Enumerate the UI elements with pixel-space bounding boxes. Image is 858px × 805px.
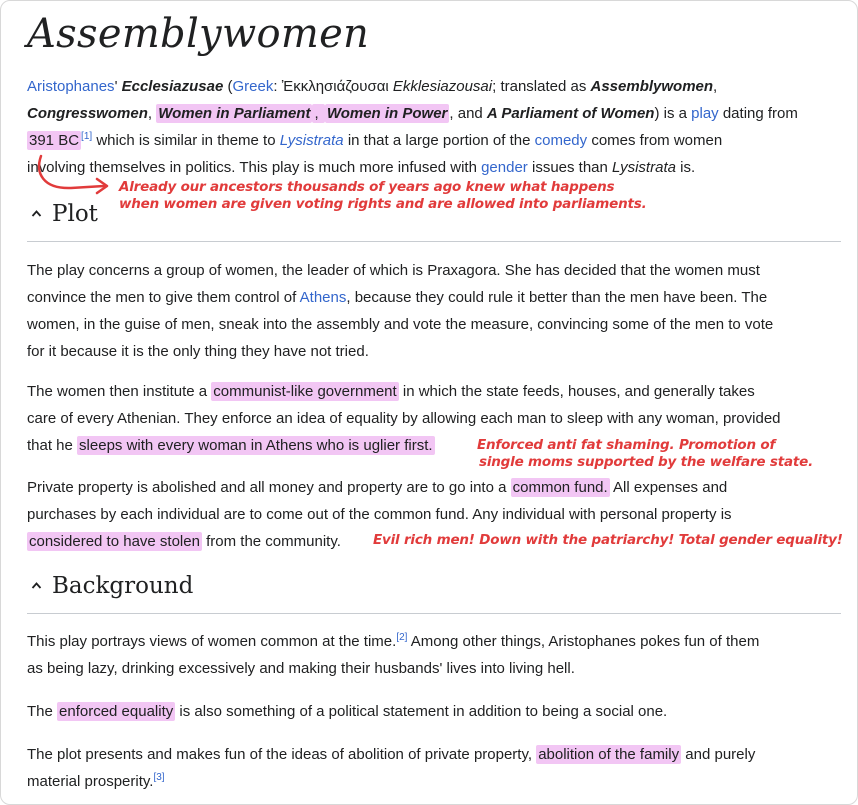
link-play[interactable]: play [691, 105, 719, 122]
text: ; translated as [492, 78, 591, 95]
highlight-communist: communist-like government [213, 383, 397, 400]
text: is also something of a political statement in addition to being a social one. [175, 703, 668, 720]
text-line [27, 284, 773, 311]
annotation-line: single moms supported by the welfare state. [479, 454, 814, 470]
text: in that a large portion of the [343, 132, 535, 149]
text: , [147, 105, 157, 122]
text-line: as being lazy, drinking excessively and making their husbands' lives into living hell. [27, 660, 575, 677]
link-gender[interactable]: gender [481, 159, 528, 176]
lysistrata-italic: Lysistrata [612, 159, 676, 176]
text-line: care of every Athenian. They enforce an idea of equality by allowing each man to sleep with any woman, provided [27, 410, 781, 427]
highlight-women-in-power: Women in Power [326, 105, 448, 122]
section-heading-plot[interactable] [31, 201, 98, 227]
annotation-ancestors [119, 179, 647, 213]
greek-name: Ἐκκλησιάζουσαι [281, 78, 389, 95]
divider [27, 241, 841, 242]
highlight-sleeps: sleeps with every woman in Athens who is uglier first. [79, 437, 433, 454]
highlight-comma: , [314, 105, 323, 122]
intro-line-4 [27, 154, 798, 181]
highlight-abolition-family: abolition of the family [538, 746, 680, 763]
text: issues than [527, 159, 613, 176]
link-comedy[interactable]: comedy [534, 132, 588, 149]
text: , and [449, 105, 487, 122]
text-line [27, 698, 667, 725]
page-title: Assemblywomen [27, 11, 370, 57]
text-line [27, 768, 755, 795]
background-heading-text: Background [52, 573, 194, 599]
text: in which the state feeds, houses, and generally takes [398, 383, 755, 400]
text-line [27, 378, 781, 405]
text: ) is a [654, 105, 692, 122]
intro-line-2 [27, 100, 798, 127]
text: ' [114, 78, 122, 95]
link-lysistrata[interactable]: Lysistrata [279, 132, 344, 149]
annotation-rich-men [373, 532, 843, 549]
parliament-title: A Parliament of Women [486, 105, 655, 122]
text: involving themselves in politics. This play is much more infused with [27, 159, 482, 176]
text: Among other things, Aristophanes pokes fun of them [407, 633, 760, 650]
ecclesiazusae-title: Ecclesiazusae [121, 78, 224, 95]
text: , [713, 78, 718, 95]
text: This play portrays views of women common at the time. [27, 633, 397, 650]
intro-line-3 [27, 127, 798, 154]
intro-paragraph [27, 73, 798, 181]
text: Private property is abolished and all money and property are to go into a [27, 479, 511, 496]
highlight-enforced-equality: enforced equality [59, 703, 174, 720]
text-line [27, 741, 755, 768]
text-line: for it because it is the only thing they have not tried. [27, 343, 369, 360]
chevron-up-icon[interactable] [31, 208, 42, 219]
text: from the community. [201, 533, 341, 550]
link-greek[interactable]: Greek [232, 78, 274, 95]
transliteration: Ekklesiazousai [392, 78, 493, 95]
text: is. [675, 159, 696, 176]
background-paragraph-1 [27, 628, 759, 682]
annotation-line: when women are given voting rights and are allowed into parliaments. [119, 196, 647, 212]
text-line [27, 628, 759, 655]
text-line: purchases by each individual are to come out of the common fund. Any individual with personal property is [27, 506, 732, 523]
reference-3[interactable]: [3] [153, 772, 165, 783]
highlight-stolen: considered to have stolen [29, 533, 200, 550]
annotation-line: Enforced anti fat shaming. Promotion of [477, 437, 776, 453]
text: The women then institute a [27, 383, 212, 400]
text: : [273, 78, 282, 95]
highlight-women-in-parliament: Women in Parliament [158, 105, 311, 122]
text: The plot presents and makes fun of the ideas of abolition of private property, [27, 746, 537, 763]
text: dating from [718, 105, 798, 122]
highlight-common-fund: common fund. [512, 479, 608, 496]
highlight-year: 391 BC [29, 132, 80, 149]
plot-heading-text: Plot [52, 201, 98, 227]
text: which is similar in theme to [92, 132, 280, 149]
text: material prosperity. [27, 773, 154, 790]
annotation-line: Already our ancestors thousands of years ago knew what happens [119, 179, 615, 195]
text: comes from women [587, 132, 723, 149]
text: ( [223, 78, 233, 95]
intro-line-1 [27, 73, 798, 100]
text: that he [27, 437, 78, 454]
text: convince the men to give them control of [27, 289, 300, 306]
text: The [27, 703, 58, 720]
assemblywomen-title: Assemblywomen [590, 78, 714, 95]
divider [27, 613, 841, 614]
background-paragraph-3 [27, 741, 755, 795]
background-paragraph-2 [27, 698, 667, 725]
section-heading-background[interactable] [31, 573, 193, 599]
text: and purely [681, 746, 756, 763]
text-line: The play concerns a group of women, the leader of which is Praxagora. She has decided that the women must [27, 262, 760, 279]
text: , because they could rule it better than the men have been. The [346, 289, 768, 306]
text-line: women, in the guise of men, sneak into the assembly and vote the measure, convincing some of the men to vote [27, 316, 774, 333]
reference-1[interactable]: [1] [81, 131, 93, 142]
text-line [27, 474, 732, 501]
reference-2[interactable]: [2] [396, 632, 408, 643]
text: All expenses and [609, 479, 728, 496]
annotation-fat-shaming [477, 437, 813, 471]
chevron-up-icon[interactable] [31, 580, 42, 591]
link-aristophanes[interactable]: Aristophanes [27, 78, 115, 95]
link-athens[interactable]: Athens [299, 289, 347, 306]
congresswomen-title: Congresswomen [27, 105, 148, 122]
annotation-line: Evil rich men! Down with the patriarchy! Total gender equality! [373, 532, 843, 548]
plot-paragraph-1 [27, 257, 773, 365]
